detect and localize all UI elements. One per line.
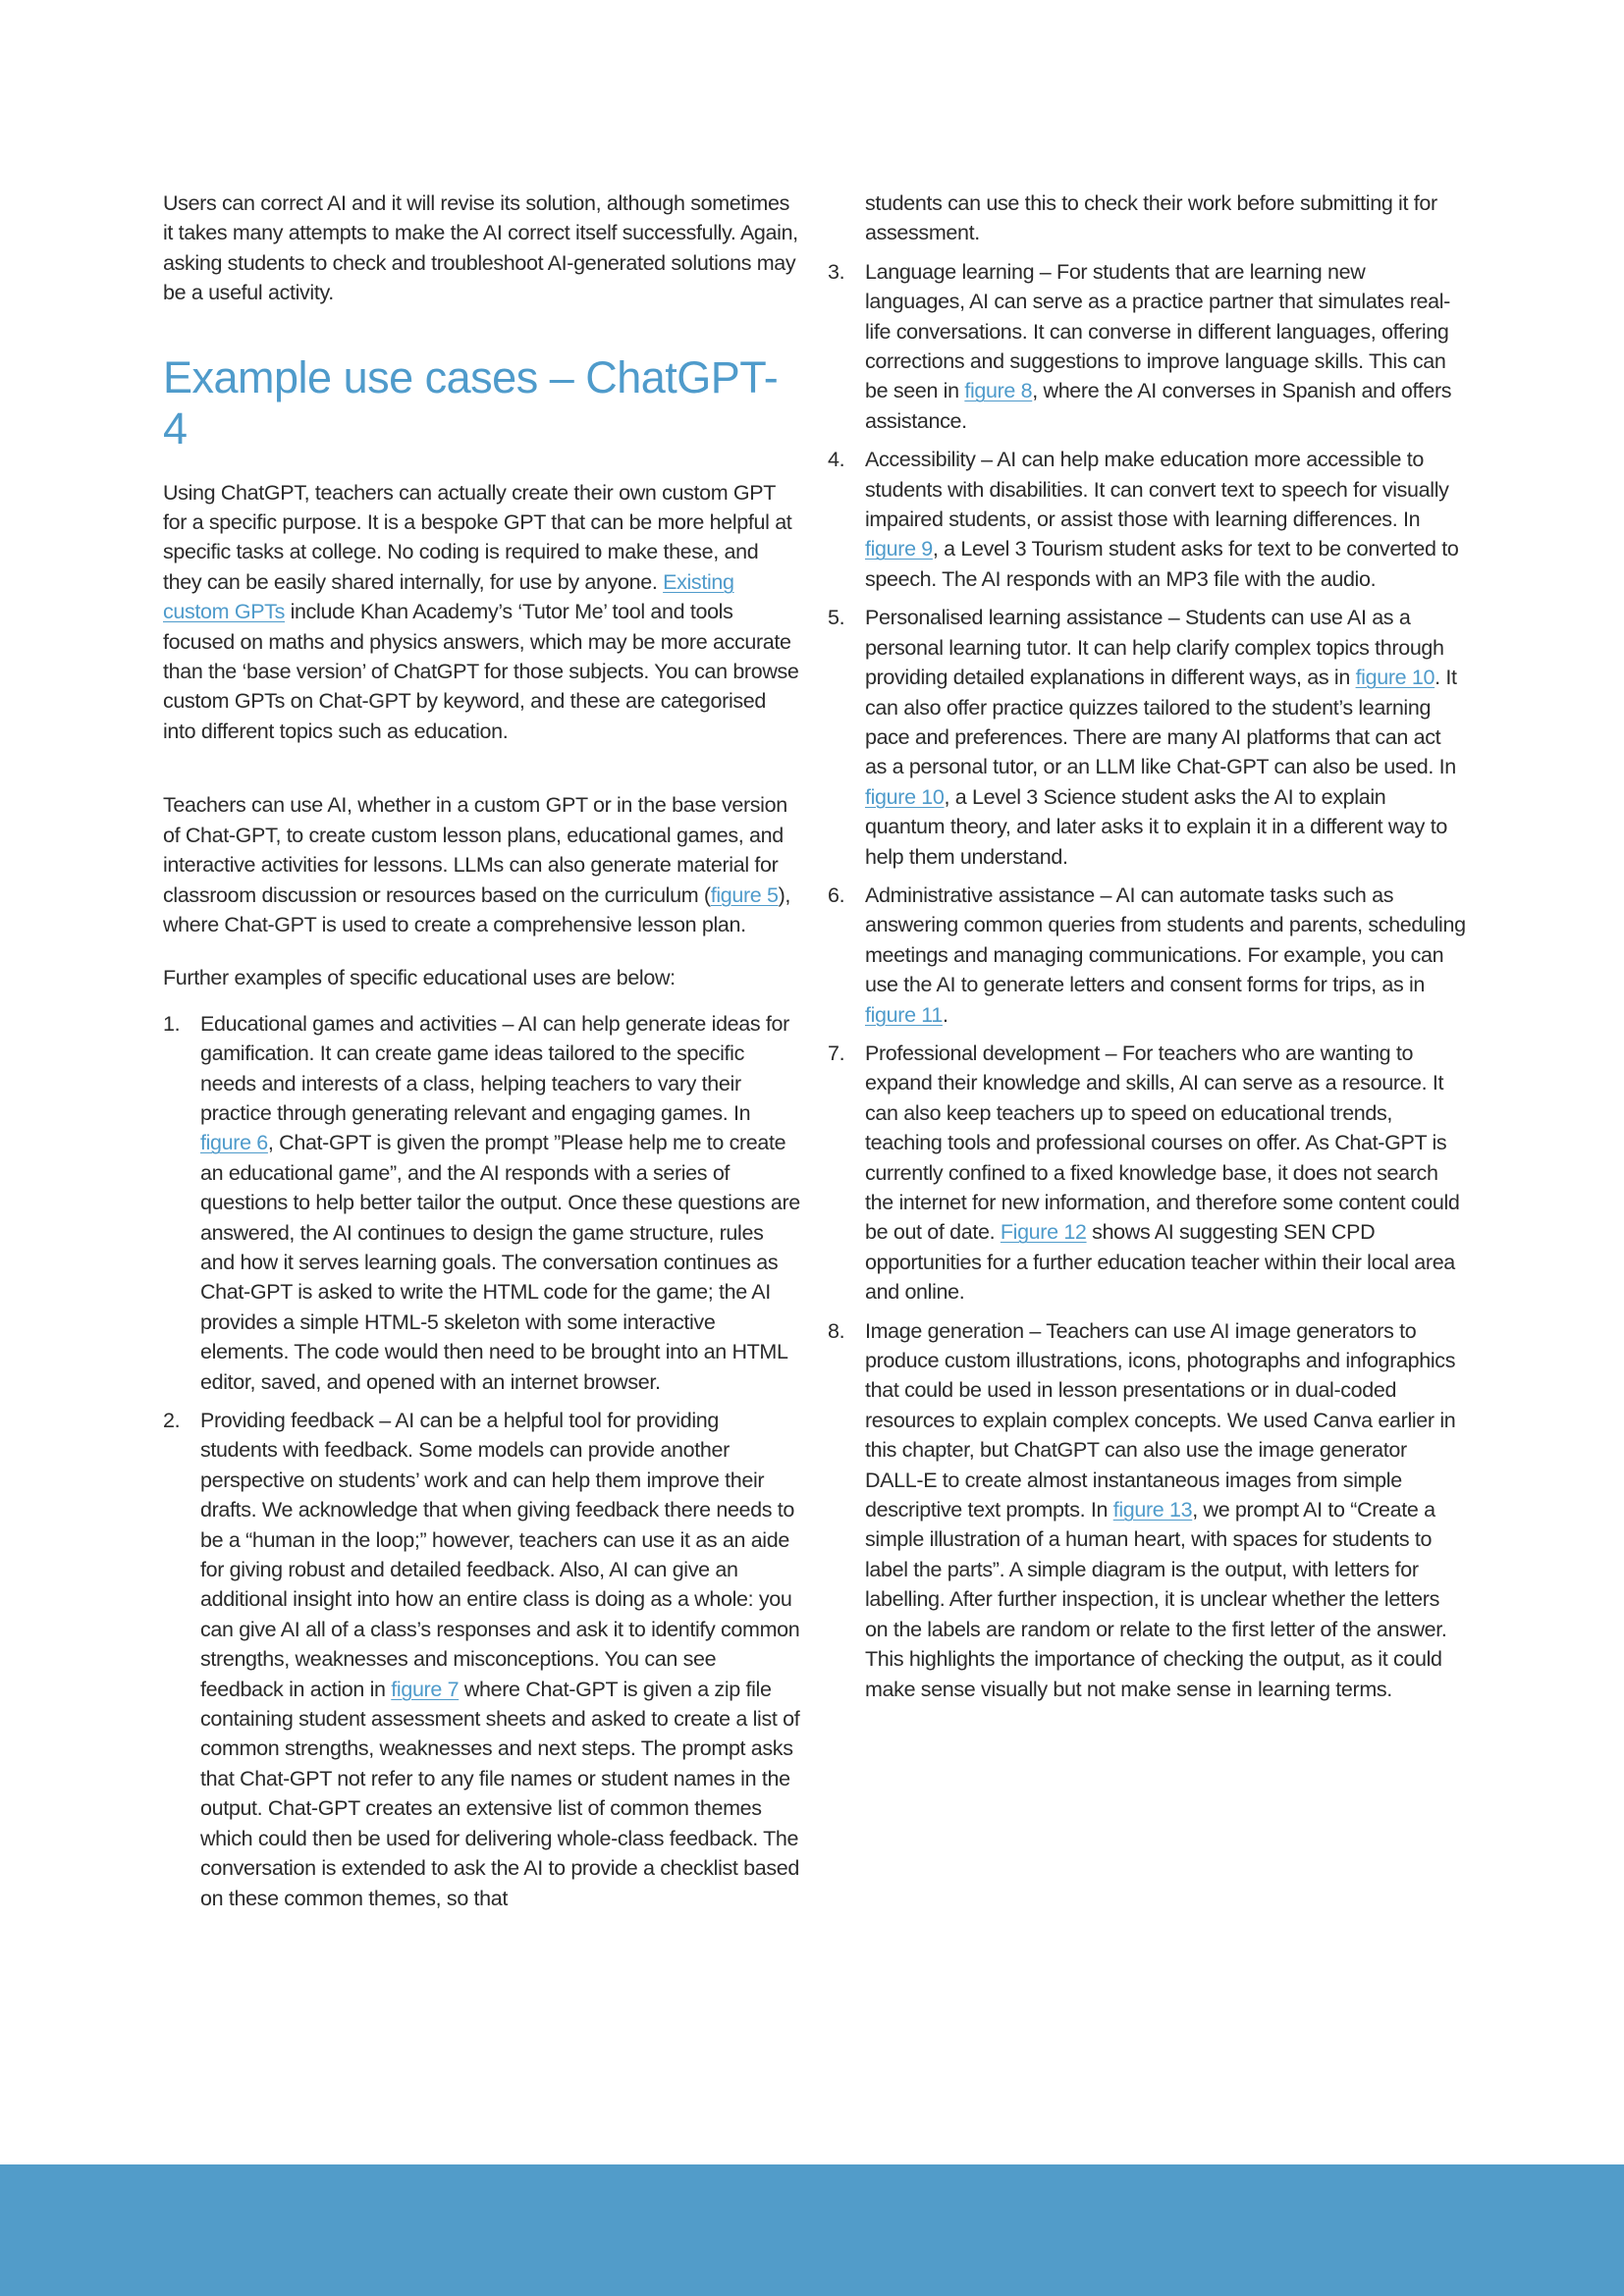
figure-5-link[interactable]: figure 5 bbox=[710, 882, 779, 907]
list-number: 1. bbox=[163, 1011, 181, 1036]
lesson-plan-paragraph: Teachers can use AI, whether in a custom GPT or in the base version of Chat-GPT, to create custom lesson plans, educational games, and interactive activities for lessons. LLMs can also generate material for classroom discussion or resources based on the curriculum (figure 5), where Chat-GPT is used to create a comprehensive lesson plan. bbox=[163, 793, 791, 936]
figure-13-link[interactable]: figure 13 bbox=[1112, 1498, 1193, 1522]
right-column bbox=[828, 188, 1466, 1713]
footer-color-band bbox=[0, 2164, 1624, 2296]
uses-list-part-1 bbox=[163, 1009, 801, 1913]
figure-11-link[interactable]: figure 11 bbox=[865, 1002, 943, 1027]
figure-8-link[interactable]: figure 8 bbox=[964, 379, 1033, 403]
list-intro: Further examples of specific educational uses are below: bbox=[163, 966, 676, 990]
list-number: 7. bbox=[828, 1041, 845, 1065]
figure-7-link[interactable]: figure 7 bbox=[391, 1677, 460, 1701]
intro-paragraph: Users can correct AI and it will revise its solution, although sometimes it takes many attempts to make the AI correct itself successfully. Again, asking students to check and troubleshoot AI-generated solutions may be a useful activity. bbox=[163, 191, 798, 305]
left-column bbox=[163, 188, 801, 1922]
list-number: 5. bbox=[828, 606, 845, 630]
figure-10-link[interactable]: figure 10 bbox=[1355, 666, 1435, 690]
list-item-accessibility: 4. Accessibility – AI can help make education more accessible to students with disabilities. It can convert text to speech for visually impaired students, or assist those with learning differences. In figure 9, a Level 3 Tourism student asks for text to be converted to speech. The AI responds with an MP3 file with the audio. bbox=[828, 445, 1466, 594]
figure-9-link[interactable]: figure 9 bbox=[865, 537, 933, 561]
list-number: 4. bbox=[828, 448, 845, 472]
uses-list-part-2 bbox=[828, 257, 1466, 1704]
list-number: 8. bbox=[828, 1318, 845, 1343]
figure-12-link[interactable]: Figure 12 bbox=[1000, 1220, 1087, 1245]
list-item-language-learning: 3. Language learning – For students that are learning new languages, AI can serve as a practice partner that simulates real-life conversations. It can converse in different languages, offering corrections and suggestions to improve language skills. This can be seen in figure 8, where the AI converses in Spanish and offers assistance. bbox=[828, 257, 1466, 436]
figure-10-link-second[interactable]: figure 10 bbox=[865, 784, 945, 809]
list-number: 3. bbox=[828, 259, 845, 284]
figure-6-link[interactable]: figure 6 bbox=[200, 1131, 268, 1155]
existing-custom-gpts-link[interactable]: Existing custom GPTs bbox=[163, 569, 734, 624]
list-number: 2. bbox=[163, 1409, 181, 1432]
list-item-administrative-assistance: 6. Administrative assistance – AI can automate tasks such as answering common queries from students and parents, scheduling meetings and managing communications. For example, you can use the AI to generate letters and consent forms for trips, as in figure 11. bbox=[828, 881, 1466, 1030]
list-item-image-generation: 8. Image generation – Teachers can use AI image generators to produce custom illustrations, icons, photographs and infographics that could be used in lesson presentations or in dual-coded resources to explain complex concepts. We used Canva earlier in this chapter, but ChatGPT can also use the image generator DALL-E to create almost instantaneous images from simple descriptive text prompts. In figure 13, we prompt AI to “Create a simple illustration of a human heart, with spaces for students to label the parts”. A simple diagram is the output, with letters for labelling. After further inspection, it is unclear whether the letters on the labels are random or relate to the first letter of the answer. This highlights the importance of checking the output, as it could make sense visually but not make sense in learning terms. bbox=[828, 1316, 1466, 1704]
list-number: 6. bbox=[828, 882, 845, 907]
list-item-personalised-learning: 5. Personalised learning assistance – Students can use AI as a personal learning tutor. It can help clarify complex topics through providing detailed explanations in different ways, as in figure 10. It can also offer practice quizzes tailored to the student’s learning pace and preferences. There are many AI platforms that can act as a personal tutor, or an LLM like Chat-GPT can also be used. In figure 10, a Level 3 Science student asks the AI to explain quantum theory, and later asks it to explain it in a different way to help them understand. bbox=[828, 603, 1466, 872]
list-item-educational-games: 1. Educational games and activities – AI can help generate ideas for gamification. It can create game ideas tailored to the specific needs and interests of a class, helping teachers to vary their practice through generating relevant and engaging games. In figure 6, Chat-GPT is given the prompt ”Please help me to create an educational game”, and the AI responds with a series of questions to help better tailor the output. Once these questions are answered, the AI continues to design the game structure, rules and how it serves learning goals. The conversation continues as Chat-GPT is asked to write the HTML code for the game; the AI provides a simple HTML-5 skeleton with some interactive elements. The code would then need to be brought into an HTML editor, saved, and opened with an internet browser. bbox=[163, 1009, 801, 1397]
list-item-providing-feedback: 2. Providing feedback – AI can be a helpful tool for providing students with feedback. Some models can provide another perspective on students’ work and can help them improve their drafts. We acknowledge that when giving feedback there needs to be a “human in the loop;” however, teachers can use it as an aide for giving robust and detailed feedback. Also, AI can give an additional insight into how an entire class is doing as a whole: you can give AI all of a class’s responses and ask it to identify common strengths, weaknesses and misconceptions. You can see feedback in action in figure 7 where Chat-GPT is given a zip file containing student assessment sheets and asked to create a list of common strengths, weaknesses and next steps. The prompt asks that Chat-GPT not refer to any file names or student names in the output. Chat-GPT creates an extensive list of common themes which could then be used for delivering whole-class feedback. The conversation is extended to ask the AI to provide a checklist based on these common themes, so that bbox=[163, 1406, 801, 1913]
list-item-professional-development: 7. Professional development – For teachers who are wanting to expand their knowledge and skills, AI can serve as a resource. It can also keep teachers up to speed on educational trends, teaching tools and professional courses on offer. As Chat-GPT is currently confined to a fixed knowledge base, it does not search the internet for new information, and therefore some content could be out of date. Figure 12 shows AI suggesting SEN CPD opportunities for a further education teacher within their local area and online. bbox=[828, 1039, 1466, 1308]
list-item-providing-feedback-continued: students can use this to check their work before submitting it for assessment. bbox=[865, 191, 1437, 245]
custom-gpt-paragraph: Using ChatGPT, teachers can actually create their own custom GPT for a specific purpose. It is a bespoke GPT that can be more helpful at specific tasks at college. No coding is required to make these, and they can be easily shared internally, for use by anyone. Existing custom GPTs include Khan Academy’s ‘Tutor Me’ tool and tools focused on maths and physics answers, which may be more accurate than the ‘base version’ of ChatGPT for those subjects. You can browse custom GPTs on Chat-GPT by keyword, and these are categorised into different topics such as education. bbox=[163, 480, 799, 743]
section-heading: Example use cases – ChatGPT-4 bbox=[163, 351, 779, 454]
